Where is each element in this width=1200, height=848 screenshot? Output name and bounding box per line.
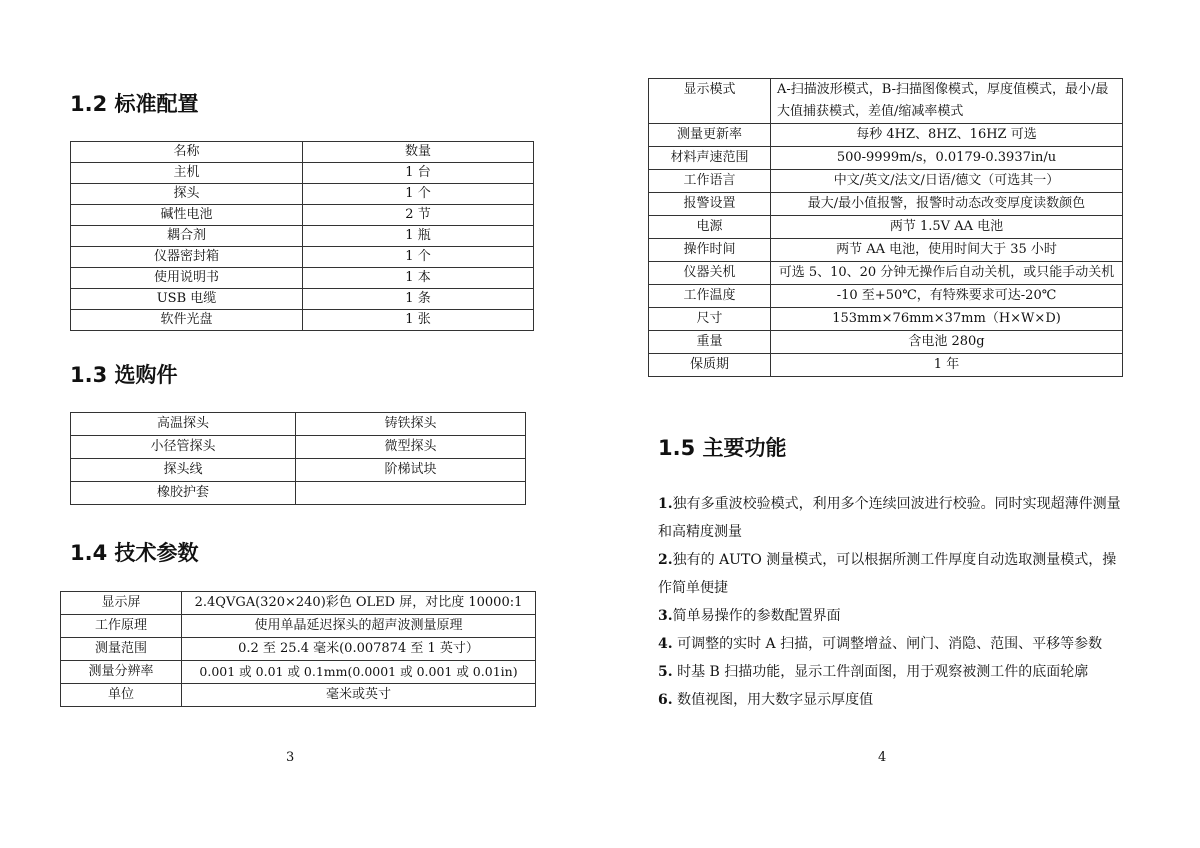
table-cell: 0.2 至 25.4 毫米(0.007874 至 1 英寸）	[182, 638, 536, 661]
table-row	[71, 459, 526, 482]
table-cell: 使用说明书	[71, 268, 303, 289]
table-row	[649, 124, 1123, 147]
table-cell: 电源	[649, 216, 771, 239]
table-row	[649, 216, 1123, 239]
table-cell: 1 台	[303, 163, 534, 184]
standard-config-table	[70, 141, 534, 331]
table-cell: 主机	[71, 163, 303, 184]
section-title-optional-parts: 1.3 选购件	[70, 363, 178, 387]
table-cell: 0.001 或 0.01 或 0.1mm(0.0001 或 0.001 或 0.01in)	[182, 661, 536, 684]
table-cell: 1 本	[303, 268, 534, 289]
table-row	[649, 147, 1123, 170]
table-row	[649, 285, 1123, 308]
table-cell: 可选 5、10、20 分钟无操作后自动关机，或只能手动关机	[771, 262, 1123, 285]
table-cell: 每秒 4HZ、8HZ、16HZ 可选	[771, 124, 1123, 147]
table-cell: USB 电缆	[71, 289, 303, 310]
table-cell	[296, 482, 526, 505]
table-cell: 探头线	[71, 459, 296, 482]
item-text: 简单易操作的参数配置界面	[672, 608, 841, 624]
table-cell: 两节 AA 电池，使用时间大于 35 小时	[771, 239, 1123, 262]
table-row	[71, 413, 526, 436]
table-row	[61, 638, 536, 661]
section-title-main-functions: 1.5 主要功能	[658, 436, 787, 460]
table-header-cell: 数量	[303, 142, 534, 163]
table-cell: 显示屏	[61, 592, 182, 615]
table-row	[61, 684, 536, 707]
table-cell: 耦合剂	[71, 226, 303, 247]
table-cell: 测量范围	[61, 638, 182, 661]
table-cell: 探头	[71, 184, 303, 205]
table-cell: 保质期	[649, 354, 771, 377]
table-cell: 软件光盘	[71, 310, 303, 331]
section-title-standard-config: 1.2 标准配置	[70, 92, 199, 116]
table-row	[71, 268, 534, 289]
table-cell: 橡胶护套	[71, 482, 296, 505]
table-cell: 单位	[61, 684, 182, 707]
table-cell: 500-9999m/s，0.0179-0.3937in/u	[771, 147, 1123, 170]
table-row	[649, 79, 1123, 124]
table-row	[649, 170, 1123, 193]
table-cell: 操作时间	[649, 239, 771, 262]
table-row	[649, 239, 1123, 262]
item-number: 2.	[658, 552, 673, 568]
table-cell: 2.4QVGA(320×240)彩色 OLED 屏，对比度 10000:1	[182, 592, 536, 615]
table-row	[649, 193, 1123, 216]
table-row	[61, 615, 536, 638]
table-cell: 毫米或英寸	[182, 684, 536, 707]
table-cell: 1 张	[303, 310, 534, 331]
table-row	[649, 262, 1123, 285]
table-row	[61, 661, 536, 684]
page-number-right: 4	[878, 750, 887, 765]
item-text: 独有的 AUTO 测量模式，可以根据所测工件厚度自动选取测量模式，操作简单便捷	[658, 552, 1117, 596]
item-number: 4.	[658, 636, 673, 652]
table-cell: 1 瓶	[303, 226, 534, 247]
table-row	[61, 592, 536, 615]
table-cell: 显示模式	[649, 79, 771, 124]
page-number-left: 3	[286, 750, 295, 765]
table-cell: 两节 1.5V AA 电池	[771, 216, 1123, 239]
table-row	[71, 163, 534, 184]
item-number: 6.	[658, 692, 673, 708]
table-cell: 1 条	[303, 289, 534, 310]
list-item	[658, 546, 1128, 602]
table-cell: 使用单晶延迟探头的超声波测量原理	[182, 615, 536, 638]
table-row	[71, 247, 534, 268]
table-cell: 中文/英文/法文/日语/德文（可选其一）	[771, 170, 1123, 193]
table-cell: 1 个	[303, 247, 534, 268]
table-cell: 阶梯试块	[296, 459, 526, 482]
list-item	[658, 630, 1128, 658]
table-header-cell: 名称	[71, 142, 303, 163]
table-cell: 报警设置	[649, 193, 771, 216]
table-row	[71, 205, 534, 226]
table-cell: 小径管探头	[71, 436, 296, 459]
table-cell: 153mm×76mm×37mm（H×W×D)	[771, 308, 1123, 331]
item-text: 时基 B 扫描功能，显示工件剖面图，用于观察被测工件的底面轮廓	[672, 664, 1089, 680]
table-row	[71, 436, 526, 459]
table-cell: 仪器关机	[649, 262, 771, 285]
list-item	[658, 602, 1128, 630]
table-cell: 碱性电池	[71, 205, 303, 226]
table-cell: 1 个	[303, 184, 534, 205]
table-row	[71, 184, 534, 205]
table-cell: 工作原理	[61, 615, 182, 638]
table-cell: 1 年	[771, 354, 1123, 377]
table-row	[71, 482, 526, 505]
table-header-row	[71, 142, 534, 163]
item-number: 1.	[658, 496, 673, 512]
table-row	[71, 226, 534, 247]
main-functions-list	[658, 490, 1128, 714]
table-row	[71, 289, 534, 310]
table-cell: 工作语言	[649, 170, 771, 193]
list-item	[658, 658, 1128, 686]
table-cell: 尺寸	[649, 308, 771, 331]
optional-parts-table	[70, 412, 526, 505]
table-row	[649, 331, 1123, 354]
table-row	[649, 354, 1123, 377]
list-item	[658, 686, 1128, 714]
table-cell: 铸铁探头	[296, 413, 526, 436]
table-cell: 测量分辨率	[61, 661, 182, 684]
list-item	[658, 490, 1128, 546]
tech-params-table	[60, 591, 536, 707]
table-cell: 含电池 280g	[771, 331, 1123, 354]
item-text: 数值视图，用大数字显示厚度值	[672, 692, 874, 708]
item-number: 3.	[658, 608, 673, 624]
table-cell: 微型探头	[296, 436, 526, 459]
spec-continued-table	[648, 78, 1123, 377]
table-cell: -10 至+50℃，有特殊要求可达-20℃	[771, 285, 1123, 308]
section-title-tech-params: 1.4 技术参数	[70, 541, 199, 565]
item-text: 独有多重波校验模式，利用多个连续回波进行校验。同时实现超薄件测量和高精度测量	[658, 496, 1121, 540]
table-row	[71, 310, 534, 331]
table-cell: 重量	[649, 331, 771, 354]
table-cell: A-扫描波形模式，B-扫描图像模式，厚度值模式，最小/最大值捕获模式，差值/缩减率模式	[771, 79, 1123, 124]
table-row	[649, 308, 1123, 331]
item-text: 可调整的实时 A 扫描，可调整增益、闸门、消隐、范围、平移等参数	[672, 636, 1103, 652]
table-cell: 2 节	[303, 205, 534, 226]
table-cell: 高温探头	[71, 413, 296, 436]
table-cell: 仪器密封箱	[71, 247, 303, 268]
item-number: 5.	[658, 664, 673, 680]
table-cell: 工作温度	[649, 285, 771, 308]
table-cell: 最大/最小值报警，报警时动态改变厚度读数颜色	[771, 193, 1123, 216]
table-cell: 测量更新率	[649, 124, 771, 147]
table-cell: 材料声速范围	[649, 147, 771, 170]
